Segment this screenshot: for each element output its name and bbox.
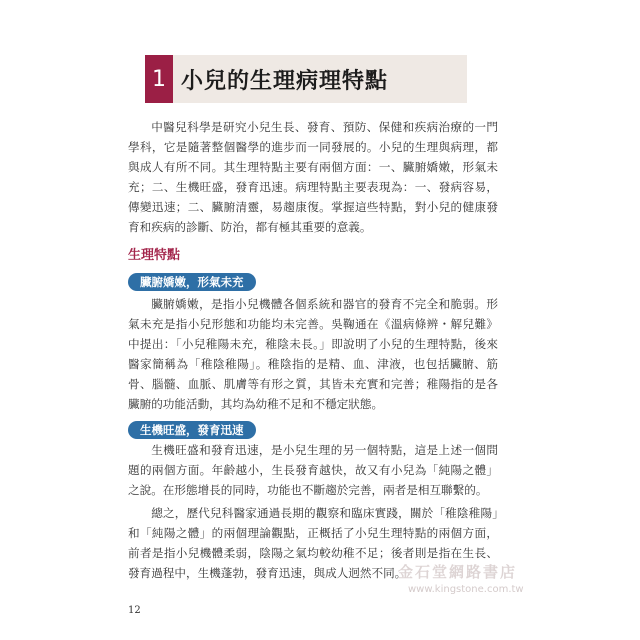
section-title: 生理特點 <box>128 248 181 263</box>
watermark-logo: 金石堂網路書店 <box>398 563 518 581</box>
page-number: 12 <box>128 605 141 616</box>
chapter-number: 1 <box>145 55 173 103</box>
subsection-badge-1: 臟腑嬌嫩，形氣未充 <box>128 273 256 291</box>
subsection-2-paragraph-2: 總之，歷代兒科醫家通過長期的觀察和臨床實踐，關於「稚陰稚陽」和「純陽之體」的兩個理論觀點，正概括了小兒生理特點的兩個方面，前者是指小兒機體柔弱，陰陽之氣均較幼稚不足；後者則是指在生長、發育過程中，生機蓬勃，發育迅速，與成人迥然不同。 <box>128 506 498 580</box>
subsection-badge-2: 生機旺盛，發育迅速 <box>128 421 256 439</box>
watermark-url: www.kingstone.com.tw <box>408 584 524 595</box>
intro-paragraph: 中醫兒科學是研究小兒生長、發育、預防、保健和疾病治療的一門學科，它是隨著整個醫學的進步而一同發展的。小兒的生理與病理，都與成人有所不同。其生理特點主要有兩個方面：一、臟腑嬌嫩，形氣未充；二、生機旺盛，發育迅速。病理特點主要表現為：一、發病容易，傳變迅速；二、臟腑清靈，易趨康復。掌握這些特點，對小兒的健康發育和疾病的診斷、防治，都有極其重要的意義。 <box>128 120 498 234</box>
chapter-header <box>145 55 467 103</box>
chapter-title: 小兒的生理病理特點 <box>181 68 389 94</box>
subsection-1-paragraph: 臟腑嬌嫩，是指小兒機體各個系統和器官的發育不完全和脆弱。形氣未充是指小兒形態和功能均未完善。吳鞠通在《溫病條辨・解兒難》中提出：「小兒稚陽未充，稚陰未長。」即說明了小兒的生理特點，後來醫家簡稱為「稚陰稚陽」。稚陰指的是精、血、津液，也包括臟腑、筋骨、腦髓、血脈、肌膚等有形之質，其皆未充實和完善；稚陽指的是各臟腑的功能活動，其均為幼稚不足和不穩定狀態。 <box>128 297 498 411</box>
subsection-2-paragraph-1: 生機旺盛和發育迅速，是小兒生理的另一個特點，這是上述一個問題的兩個方面。年齡越小，生長發育越快，故又有小兒為「純陽之體」之說。在形態增長的同時，功能也不斷趨於完善，兩者是相互聯繫的。 <box>128 443 498 497</box>
